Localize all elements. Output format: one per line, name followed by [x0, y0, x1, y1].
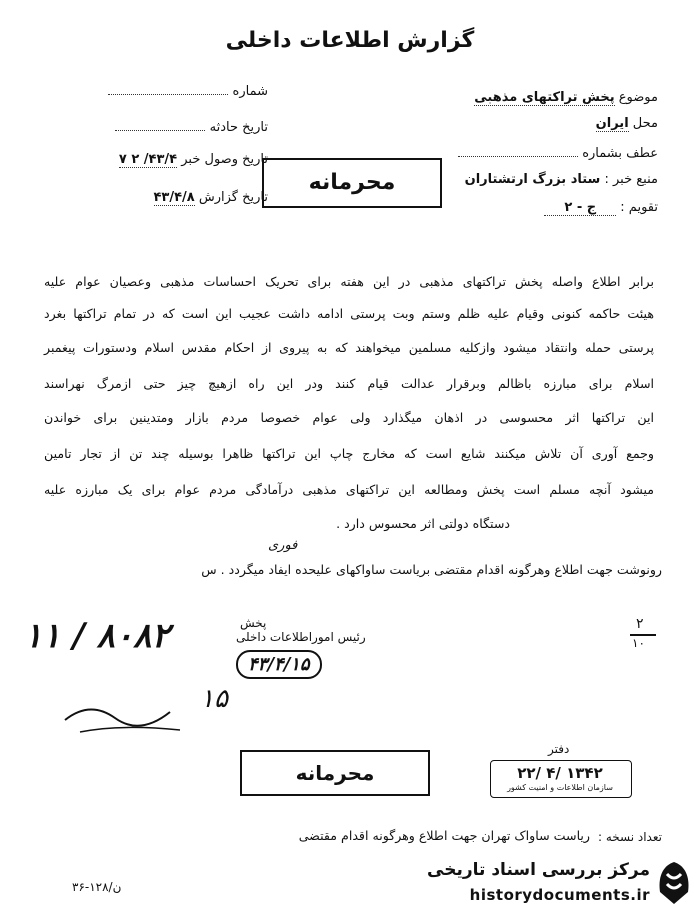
number-label: شماره [232, 84, 268, 99]
body-line: هیئت حاکمه کنونی وقیام علیه ظلم وستم وبت پرستی ادامه داشت عجیب این است که در تمام تراکتها بغرد [44, 306, 654, 321]
subject-field [418, 90, 658, 105]
incident-date-label: تاریخ حادثه [209, 120, 268, 135]
number-dots [108, 82, 228, 95]
body-line: وجمع آوری آن تلاش میکنند شایع است که مخارج چاپ این تراکتها ظاهرا بوسیله چند تن از تجار تامین [44, 446, 654, 461]
confidential-stamp-bottom: محرمانه [240, 750, 430, 796]
subject-label: موضوع [618, 90, 658, 105]
body-line: میشود آنچه مسلم است پخش ومطالعه این تراکتهای مذهبی درآمادگی مردم عوام برای یک مبارزه علیه [44, 482, 654, 497]
source-field [418, 172, 658, 187]
document-title: گزارش اطلاعات داخلی [225, 28, 475, 53]
ref-field [418, 144, 658, 161]
number-field [78, 82, 268, 99]
place-field [418, 116, 658, 131]
subject-value: پخش تراکتهای مذهبی [474, 90, 615, 105]
copies-text: ریاست ساواک تهران جهت اطلاع وهرگونه اقدام مقتضی [298, 828, 590, 843]
dept-label: پخش [240, 616, 267, 630]
receipt-date-label: تاریخ وصول خبر [181, 152, 268, 167]
cc-handwritten: فوری [268, 538, 298, 553]
body-line: پرستی حمله وانتقاد میشود وازکلیه مسلمین میخواهند که به پیروی از احکام مقدس اسلام ودستورات پیغمبر [44, 340, 654, 355]
source-label: منبع خبر : [604, 172, 658, 187]
chief-label: رئیس اموراطلاعات داخلی [236, 630, 366, 644]
handwritten-mark: ۱۵ [200, 684, 228, 714]
body-line: اسلام برای مبارزه باظالم وبرقرار عدالت قیام کنند ودر این راه ازهیچ چیز حتی ازمرگ نهراسند [44, 376, 654, 391]
source-value: ستاد بزرگ ارتشتاران [464, 172, 601, 187]
body-line-last: دستگاه دولتی اثر محسوس دارد . [336, 516, 510, 531]
ref-dots [458, 144, 578, 157]
report-date-value: ۴۳/۴/۸ [153, 190, 195, 205]
chief-signature-date: ۴۳/۴/۱۵ [236, 650, 322, 679]
handwritten-numbers: ۱۱ / ۸۰۸۲ [24, 616, 170, 656]
copies-label: تعداد نسخه : [597, 830, 662, 844]
handwritten-scribble-icon [60, 690, 190, 740]
watermark-title: مرکز بررسی اسناد تاریخی [427, 860, 650, 880]
fraction-top: ۲ [636, 616, 644, 632]
footer-code: ۳۶-۱۲۸/ن [72, 880, 122, 894]
office-label: دفتر [548, 742, 570, 756]
receipt-date-field [78, 152, 268, 167]
place-label: محل [632, 116, 658, 131]
place-value: ایران [595, 116, 629, 131]
ref-label: عطف بشماره [582, 146, 658, 161]
fraction-bottom: ۱۰ [632, 636, 645, 650]
eval-field [418, 200, 658, 215]
report-date-label: تاریخ گزارش [198, 190, 268, 205]
body-line: برابر اطلاع واصله پخش تراکتهای مذهبی در این هفته برای تحریک احساسات مذهبی وعصیان عوام علیه [44, 274, 654, 289]
cc-line: رونوشت جهت اطلاع وهرگونه اقدام مقتضی بریاست ساواکهای علیحده ایفاد میگردد . س [201, 562, 662, 577]
confidential-stamp: محرمانه [262, 158, 442, 208]
eval-label: تقویم : [620, 200, 658, 215]
incident-date-dots [115, 118, 205, 131]
watermark-url: historydocuments.ir [469, 886, 650, 904]
office-dept: سازمان اطلاعات و امنیت کشور [507, 783, 613, 792]
incident-date-field [78, 118, 268, 135]
office-date: ۲۲/ ۴/ ۱۳۴۲ [517, 764, 603, 782]
eval-value: ج - ۲ [544, 200, 616, 216]
receipt-date-value: ۴۳/۴/ ۲ ۷ [118, 152, 178, 167]
report-date-field [78, 190, 268, 205]
body-line: این تراکتها اثر محسوسی در اذهان میگذارد ولی عوام خصوصا مردم بازار ومتدینین برای خواندن [44, 410, 654, 425]
watermark-logo-icon [654, 858, 694, 908]
